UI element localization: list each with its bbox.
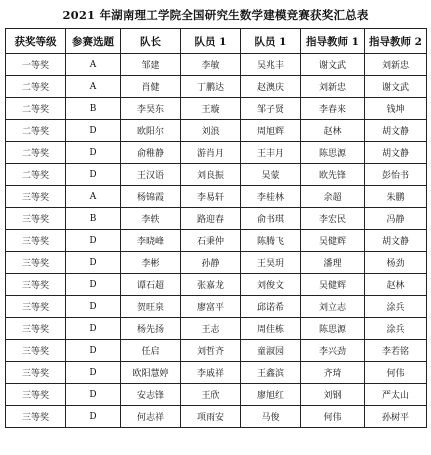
cell-leader: 李昊东 xyxy=(121,98,181,120)
table-row xyxy=(6,252,427,274)
table-row xyxy=(6,142,427,164)
cell-member-1: 王璇 xyxy=(181,98,241,120)
cell-advisor-1: 余超 xyxy=(301,186,365,208)
cell-advisor-2: 胡文静 xyxy=(365,120,427,142)
cell-advisor-1: 李春来 xyxy=(301,98,365,120)
cell-topic: D xyxy=(66,120,121,142)
cell-advisor-2: 彭怡书 xyxy=(365,164,427,186)
cell-member-2: 童淑园 xyxy=(241,340,301,362)
cell-advisor-1: 潘理 xyxy=(301,252,365,274)
cell-advisor-1: 刘立志 xyxy=(301,296,365,318)
cell-member-2: 李桂林 xyxy=(241,186,301,208)
header-topic: 参赛选题 xyxy=(66,29,121,54)
cell-leader: 欧阳慧婷 xyxy=(121,362,181,384)
cell-member-1: 项雨安 xyxy=(181,406,241,428)
cell-topic: A xyxy=(66,54,121,76)
cell-award-level: 三等奖 xyxy=(6,318,66,340)
table-row xyxy=(6,120,427,142)
cell-topic: B xyxy=(66,208,121,230)
cell-leader: 安志锋 xyxy=(121,384,181,406)
cell-member-2: 王丰月 xyxy=(241,142,301,164)
cell-advisor-2: 严太山 xyxy=(365,384,427,406)
cell-award-level: 二等奖 xyxy=(6,120,66,142)
cell-award-level: 三等奖 xyxy=(6,274,66,296)
cell-advisor-1: 吴健辉 xyxy=(301,230,365,252)
cell-advisor-2: 杨劲 xyxy=(365,252,427,274)
cell-advisor-1: 陈思源 xyxy=(301,142,365,164)
cell-advisor-2: 冯静 xyxy=(365,208,427,230)
cell-member-2: 王鑫滨 xyxy=(241,362,301,384)
cell-leader: 贺旺泉 xyxy=(121,296,181,318)
cell-award-level: 三等奖 xyxy=(6,230,66,252)
cell-award-level: 三等奖 xyxy=(6,252,66,274)
cell-advisor-2: 孙树平 xyxy=(365,406,427,428)
cell-leader: 谭石超 xyxy=(121,274,181,296)
cell-member-2: 廖旭红 xyxy=(241,384,301,406)
cell-member-2: 俞书琪 xyxy=(241,208,301,230)
cell-advisor-1: 李宏民 xyxy=(301,208,365,230)
cell-advisor-2: 刘新忠 xyxy=(365,54,427,76)
header-member-1: 队员 1 xyxy=(181,29,241,54)
cell-advisor-2: 赵林 xyxy=(365,274,427,296)
table-row xyxy=(6,296,427,318)
table-body xyxy=(6,54,427,428)
cell-member-1: 刘浪 xyxy=(181,120,241,142)
cell-award-level: 三等奖 xyxy=(6,406,66,428)
cell-award-level: 三等奖 xyxy=(6,296,66,318)
cell-advisor-1: 李兴劲 xyxy=(301,340,365,362)
cell-topic: D xyxy=(66,142,121,164)
cell-leader: 杨先扬 xyxy=(121,318,181,340)
cell-member-2: 刘俊文 xyxy=(241,274,301,296)
cell-award-level: 三等奖 xyxy=(6,384,66,406)
table-row xyxy=(6,340,427,362)
cell-leader: 肖健 xyxy=(121,76,181,98)
table-row xyxy=(6,318,427,340)
table-row xyxy=(6,406,427,428)
cell-award-level: 三等奖 xyxy=(6,186,66,208)
table-row xyxy=(6,164,427,186)
cell-member-2: 周旭辉 xyxy=(241,120,301,142)
awards-table xyxy=(5,28,427,428)
cell-advisor-2: 李若铭 xyxy=(365,340,427,362)
cell-member-1: 廖富平 xyxy=(181,296,241,318)
cell-member-1: 李戚祥 xyxy=(181,362,241,384)
table-row xyxy=(6,186,427,208)
cell-member-2: 吴蒙 xyxy=(241,164,301,186)
header-award-level: 获奖等级 xyxy=(6,29,66,54)
table-row xyxy=(6,208,427,230)
table-header xyxy=(6,29,427,54)
cell-member-2: 周佳栋 xyxy=(241,318,301,340)
cell-advisor-1: 刘钢 xyxy=(301,384,365,406)
cell-topic: D xyxy=(66,406,121,428)
table-row xyxy=(6,384,427,406)
cell-member-2: 马俊 xyxy=(241,406,301,428)
cell-topic: A xyxy=(66,76,121,98)
cell-leader: 何志祥 xyxy=(121,406,181,428)
cell-member-1: 石秉仲 xyxy=(181,230,241,252)
header-advisor-2: 指导教师 2 xyxy=(365,29,427,54)
cell-advisor-2: 钱坤 xyxy=(365,98,427,120)
cell-leader: 欧阳尔 xyxy=(121,120,181,142)
table-row xyxy=(6,54,427,76)
cell-member-1: 丁鹏达 xyxy=(181,76,241,98)
cell-member-1: 游肖月 xyxy=(181,142,241,164)
cell-member-1: 刘哲齐 xyxy=(181,340,241,362)
cell-advisor-2: 何伟 xyxy=(365,362,427,384)
cell-leader: 任启 xyxy=(121,340,181,362)
cell-topic: B xyxy=(66,98,121,120)
cell-leader: 俞稚静 xyxy=(121,142,181,164)
cell-award-level: 三等奖 xyxy=(6,362,66,384)
table-title: 2021 年湖南理工学院全国研究生数学建模竞赛获奖汇总表 xyxy=(62,8,369,22)
cell-advisor-1: 欧先锋 xyxy=(301,164,365,186)
cell-member-2: 王昊玥 xyxy=(241,252,301,274)
table-row xyxy=(6,230,427,252)
cell-member-2: 吴兆丰 xyxy=(241,54,301,76)
cell-leader: 李轶 xyxy=(121,208,181,230)
cell-topic: D xyxy=(66,230,121,252)
cell-leader: 邹建 xyxy=(121,54,181,76)
cell-advisor-1: 刘新忠 xyxy=(301,76,365,98)
table-row xyxy=(6,274,427,296)
cell-topic: D xyxy=(66,362,121,384)
cell-award-level: 二等奖 xyxy=(6,142,66,164)
cell-advisor-2: 涂兵 xyxy=(365,318,427,340)
cell-member-1: 王志 xyxy=(181,318,241,340)
cell-member-1: 李敏 xyxy=(181,54,241,76)
cell-advisor-1: 吴健辉 xyxy=(301,274,365,296)
cell-topic: D xyxy=(66,318,121,340)
cell-topic: D xyxy=(66,340,121,362)
cell-member-1: 孙静 xyxy=(181,252,241,274)
cell-leader: 李晓峰 xyxy=(121,230,181,252)
cell-member-1: 张嘉龙 xyxy=(181,274,241,296)
cell-advisor-2: 涂兵 xyxy=(365,296,427,318)
cell-member-1: 路迎春 xyxy=(181,208,241,230)
cell-award-level: 二等奖 xyxy=(6,98,66,120)
cell-advisor-2: 谢文武 xyxy=(365,76,427,98)
cell-member-2: 陈腾飞 xyxy=(241,230,301,252)
cell-member-2: 邱诺希 xyxy=(241,296,301,318)
cell-member-2: 赵澳庆 xyxy=(241,76,301,98)
cell-award-level: 一等奖 xyxy=(6,54,66,76)
cell-award-level: 二等奖 xyxy=(6,76,66,98)
cell-topic: D xyxy=(66,164,121,186)
cell-leader: 杨锦霞 xyxy=(121,186,181,208)
cell-member-1: 王欣 xyxy=(181,384,241,406)
cell-award-level: 三等奖 xyxy=(6,208,66,230)
cell-advisor-2: 胡文静 xyxy=(365,142,427,164)
cell-topic: D xyxy=(66,296,121,318)
cell-member-1: 李易轩 xyxy=(181,186,241,208)
table-row xyxy=(6,98,427,120)
cell-award-level: 三等奖 xyxy=(6,340,66,362)
cell-advisor-1: 赵林 xyxy=(301,120,365,142)
cell-leader: 王汉语 xyxy=(121,164,181,186)
cell-advisor-1: 何伟 xyxy=(301,406,365,428)
cell-advisor-1: 齐琦 xyxy=(301,362,365,384)
cell-member-2: 邹子贤 xyxy=(241,98,301,120)
cell-advisor-1: 谢文武 xyxy=(301,54,365,76)
cell-leader: 李彬 xyxy=(121,252,181,274)
cell-award-level: 二等奖 xyxy=(6,164,66,186)
header-row xyxy=(6,29,427,54)
cell-topic: A xyxy=(66,186,121,208)
cell-advisor-2: 朱鹏 xyxy=(365,186,427,208)
cell-topic: D xyxy=(66,384,121,406)
cell-topic: D xyxy=(66,274,121,296)
cell-advisor-1: 陈思源 xyxy=(301,318,365,340)
header-member-2: 队员 1 xyxy=(241,29,301,54)
cell-topic: D xyxy=(66,252,121,274)
header-leader: 队长 xyxy=(121,29,181,54)
table-row xyxy=(6,76,427,98)
cell-advisor-2: 胡文静 xyxy=(365,230,427,252)
cell-member-1: 刘良振 xyxy=(181,164,241,186)
table-row xyxy=(6,362,427,384)
header-advisor-1: 指导教师 1 xyxy=(301,29,365,54)
